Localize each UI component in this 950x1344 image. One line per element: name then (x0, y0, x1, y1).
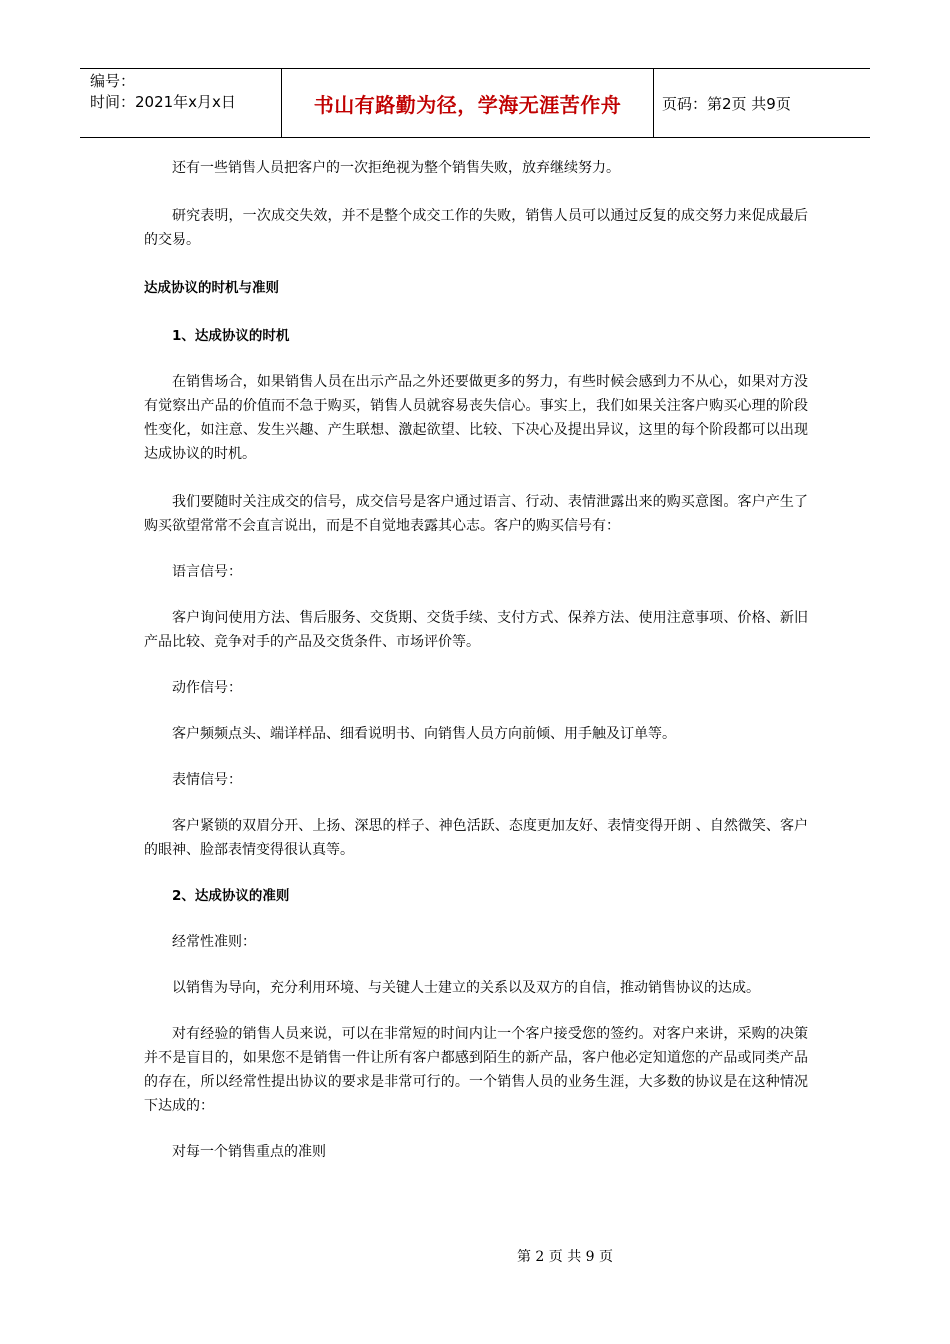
paragraph: 我们要随时关注成交的信号，成交信号是客户通过语言、行动、表情泄露出来的购买意图。客户产生了购买欲望常常不会直言说出，而是不自觉地表露其心志。客户的购买信号有： (144, 494, 808, 534)
paragraph: 客户紧锁的双眉分开、上扬、深思的样子、神色活跃、态度更加友好、表情变得开朗 、自然微笑、客户的眼神、脸部表情变得很认真等。 (144, 818, 808, 858)
number-label: 编号： (90, 72, 136, 90)
signal-label: 动作信号： (172, 680, 242, 696)
date-label: 时间：2021年x月x日 (90, 93, 236, 111)
header-motto-cell (282, 69, 654, 137)
section-heading: 达成协议的时机与准则 (144, 280, 279, 296)
paragraph: 研究表明，一次成交失效，并不是整个成交工作的失败，销售人员可以通过反复的成交努力来促成最后的交易。 (144, 208, 808, 248)
header-meta (80, 69, 282, 137)
signal-label: 表情信号： (172, 772, 242, 788)
signal-label: 语言信号： (172, 564, 242, 580)
paragraph: 还有一些销售人员把客户的一次拒绝视为整个销售失败，放弃继续努力。 (172, 160, 620, 176)
document-body (144, 156, 808, 1164)
rule-label: 经常性准则： (172, 934, 256, 950)
page-header (80, 68, 870, 138)
page-footer (0, 1246, 950, 1266)
paragraph: 在销售场合，如果销售人员在出示产品之外还要做更多的努力，有些时候会感到力不从心，如果对方没有觉察出产品的价值而不急于购买，销售人员就容易丧失信心。事实上，我们如果关注客户购买心理的阶段性变化，如注意、发生兴趣、产生联想、激起欲望、比较、下决心及提出异议，这里的每个阶段都可以出现达成协议的时机。 (144, 374, 808, 462)
header-page-info (654, 69, 870, 137)
rule-label: 对每一个销售重点的准则 (172, 1144, 326, 1160)
subsection-heading: 2、达成协议的准则 (172, 888, 290, 904)
page-info-text: 页码：第2页 共9页 (662, 94, 791, 113)
paragraph: 客户频频点头、端详样品、细看说明书、向销售人员方向前倾、用手触及订单等。 (172, 726, 676, 742)
subsection-heading: 1、达成协议的时机 (172, 328, 290, 344)
paragraph: 客户询问使用方法、售后服务、交货期、交货手续、支付方式、保养方法、使用注意事项、价格、新旧产品比较、竞争对手的产品及交货条件、市场评价等。 (144, 610, 808, 650)
footer-page-number: 第 2 页 共 9 页 (516, 1249, 614, 1265)
paragraph: 以销售为导向，充分利用环境、与关键人士建立的关系以及双方的自信，推动销售协议的达成。 (172, 980, 760, 996)
motto-text: 书山有路勤为径，学海无涯苦作舟 (313, 92, 622, 117)
paragraph: 对有经验的销售人员来说，可以在非常短的时间内让一个客户接受您的签约。对客户来讲，采购的决策并不是盲目的，如果您不是销售一件让所有客户都感到陌生的新产品，客户他必定知道您的产品或同类产品的存在，所以经常性提出协议的要求是非常可行的。一个销售人员的业务生涯，大多数的协议是在这种情况下达成的： (144, 1026, 808, 1114)
